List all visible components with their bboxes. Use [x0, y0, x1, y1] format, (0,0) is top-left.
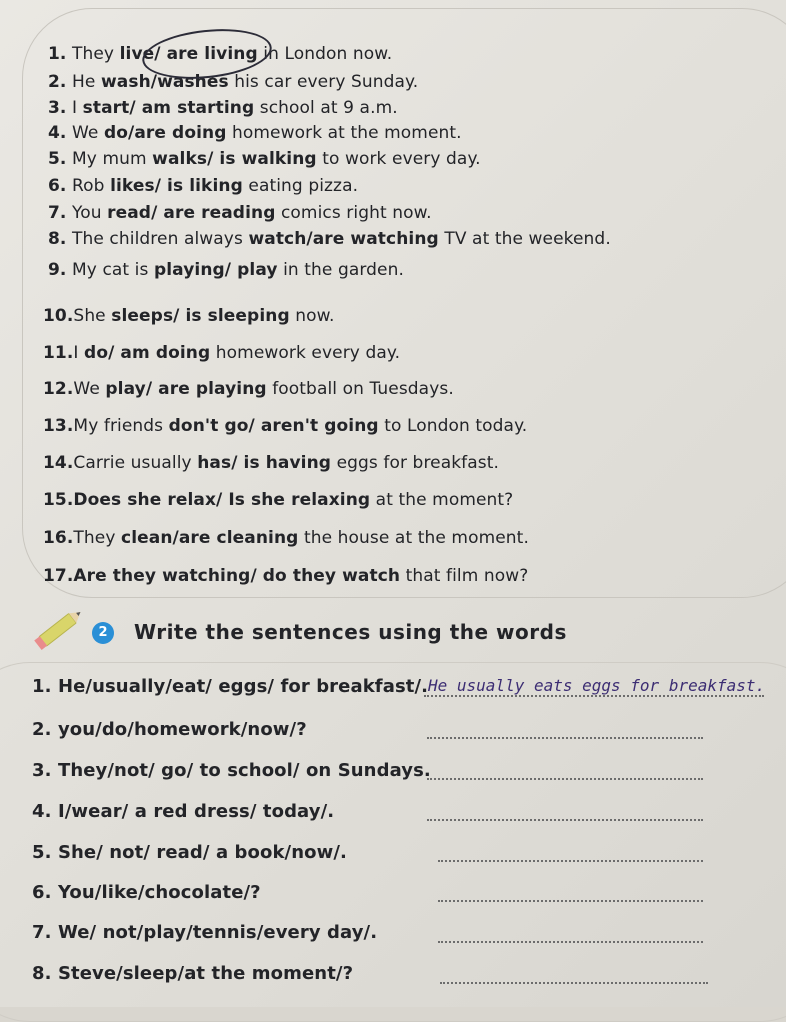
- sentence-prompt: [32, 719, 307, 740]
- item-text: Carrie usually: [73, 453, 198, 473]
- sentence-prompt: [32, 801, 334, 822]
- answer-blank[interactable]: [424, 695, 764, 697]
- answer-blank[interactable]: [438, 941, 703, 943]
- item-text: the house at the moment.: [298, 528, 529, 548]
- exercise-item: [48, 123, 462, 143]
- item-number: 16.: [43, 528, 74, 548]
- exercise-item: [43, 306, 335, 326]
- answer-blank[interactable]: [440, 982, 708, 984]
- sentence-prompt: [32, 882, 261, 903]
- item-number: 10.: [43, 306, 74, 326]
- exercise-item: [48, 176, 358, 196]
- item-choice: do/are doing: [104, 123, 227, 143]
- sentence-prompt: [32, 760, 431, 781]
- item-text: We: [72, 123, 104, 143]
- sentence-prompt: [32, 676, 428, 697]
- sentence-prompt: [32, 842, 347, 863]
- item-number: 7.: [32, 922, 52, 943]
- item-number: 4.: [32, 801, 52, 822]
- item-text: to work every day.: [316, 149, 481, 169]
- answer-blank[interactable]: [427, 819, 703, 821]
- item-choice: Are they watching/ do they watch: [73, 566, 401, 586]
- item-number: 7.: [48, 203, 67, 223]
- item-number: 11.: [43, 343, 74, 363]
- handwritten-answer: He usually eats eggs for breakfast.: [428, 676, 766, 695]
- pencil-icon: [30, 602, 90, 654]
- item-number: 5.: [48, 149, 67, 169]
- exercise-item: [48, 229, 611, 249]
- item-text: My friends: [73, 416, 169, 436]
- item-choice: clean/are cleaning: [121, 528, 299, 548]
- item-number: 6.: [32, 882, 52, 903]
- answer-blank[interactable]: [438, 900, 703, 902]
- prompt-words: You/like/chocolate/?: [57, 882, 261, 903]
- prompt-words: They/not/ go/ to school/ on Sundays.: [57, 760, 431, 781]
- item-choice: likes/ is liking: [110, 176, 243, 196]
- item-text: to London today.: [378, 416, 528, 436]
- item-number: 17.: [43, 566, 74, 586]
- item-number: 13.: [43, 416, 74, 436]
- item-text: that film now?: [400, 566, 529, 586]
- item-text: You: [72, 203, 108, 223]
- item-choice: playing/ play: [153, 260, 278, 280]
- prompt-words: We/ not/play/tennis/every day/.: [57, 922, 378, 943]
- item-text: TV at the weekend.: [438, 229, 611, 249]
- item-text: homework every day.: [210, 343, 401, 363]
- item-text: They: [73, 528, 122, 548]
- item-text: I: [72, 98, 83, 118]
- item-number: 9.: [48, 260, 67, 280]
- item-number: 2.: [32, 719, 52, 740]
- item-text: The children always: [72, 229, 249, 249]
- exercise-item: [43, 490, 513, 510]
- exercise-item: [43, 379, 454, 399]
- item-number: 8.: [48, 229, 67, 249]
- prompt-words: you/do/homework/now/?: [57, 719, 307, 740]
- item-choice: live/ are living: [119, 44, 258, 64]
- exercise-item: [48, 72, 418, 92]
- item-number: 1.: [48, 44, 67, 64]
- prompt-words: He/usually/eat/ eggs/ for breakfast/.: [57, 676, 429, 697]
- answer-blank[interactable]: [427, 778, 703, 780]
- exercise-item: [43, 453, 499, 473]
- item-number: 2.: [48, 72, 67, 92]
- item-choice: play/ are playing: [105, 379, 267, 399]
- item-text: eggs for breakfast.: [331, 453, 500, 473]
- item-choice: don't go/ aren't going: [168, 416, 379, 436]
- item-text: He: [72, 72, 101, 92]
- exercise-item: [43, 343, 400, 363]
- exercise-item: [43, 566, 528, 586]
- exercise-item: [43, 528, 529, 548]
- item-text: Rob: [72, 176, 111, 196]
- exercise-item: [48, 149, 481, 169]
- item-text: at the moment?: [370, 490, 514, 510]
- sentence-prompt: [32, 963, 353, 984]
- item-choice: do/ am doing: [84, 343, 211, 363]
- item-number: 8.: [32, 963, 52, 984]
- item-text: She: [73, 306, 112, 326]
- item-number: 6.: [48, 176, 67, 196]
- item-text: comics right now.: [275, 203, 432, 223]
- prompt-words: I/wear/ a red dress/ today/.: [57, 801, 335, 822]
- prompt-words: Steve/sleep/at the moment/?: [57, 963, 354, 984]
- item-choice: start/ am starting: [82, 98, 255, 118]
- item-choice: has/ is having: [197, 453, 332, 473]
- exercise-title: Write the sentences using the words: [134, 620, 567, 644]
- answer-blank[interactable]: [438, 860, 703, 862]
- item-number: 3.: [32, 760, 52, 781]
- item-text: We: [73, 379, 106, 399]
- prompt-words: She/ not/ read/ a book/now/.: [57, 842, 347, 863]
- exercise-item: [43, 416, 527, 436]
- item-choice: sleeps/ is sleeping: [111, 306, 290, 326]
- exercise-item: [48, 260, 404, 280]
- item-text: My cat is: [72, 260, 154, 280]
- answer-blank[interactable]: [427, 737, 703, 739]
- item-number: 14.: [43, 453, 74, 473]
- item-text: his car every Sunday.: [228, 72, 419, 92]
- item-text: They: [72, 44, 120, 64]
- item-text: eating pizza.: [242, 176, 359, 196]
- item-choice: watch/are watching: [248, 229, 439, 249]
- item-number: 4.: [48, 123, 67, 143]
- item-number: 12.: [43, 379, 74, 399]
- exercise-item: [48, 98, 398, 118]
- item-choice: wash/washes: [100, 72, 229, 92]
- item-text: football on Tuesdays.: [266, 379, 454, 399]
- item-text: in London now.: [257, 44, 393, 64]
- exercise-number-badge: 2: [92, 622, 114, 644]
- item-choice: read/ are reading: [107, 203, 276, 223]
- item-choice: walks/ is walking: [152, 149, 317, 169]
- item-choice: Does she relax/ Is she relaxing: [73, 490, 371, 510]
- item-text: now.: [289, 306, 335, 326]
- sentence-prompt: [32, 922, 377, 943]
- item-text: school at 9 a.m.: [254, 98, 398, 118]
- item-number: 15.: [43, 490, 74, 510]
- item-text: homework at the moment.: [226, 123, 462, 143]
- item-text: My mum: [72, 149, 153, 169]
- item-text: I: [73, 343, 85, 363]
- item-number: 1.: [32, 676, 52, 697]
- item-number: 5.: [32, 842, 52, 863]
- exercise-item: [48, 203, 432, 223]
- item-number: 3.: [48, 98, 67, 118]
- item-text: in the garden.: [277, 260, 404, 280]
